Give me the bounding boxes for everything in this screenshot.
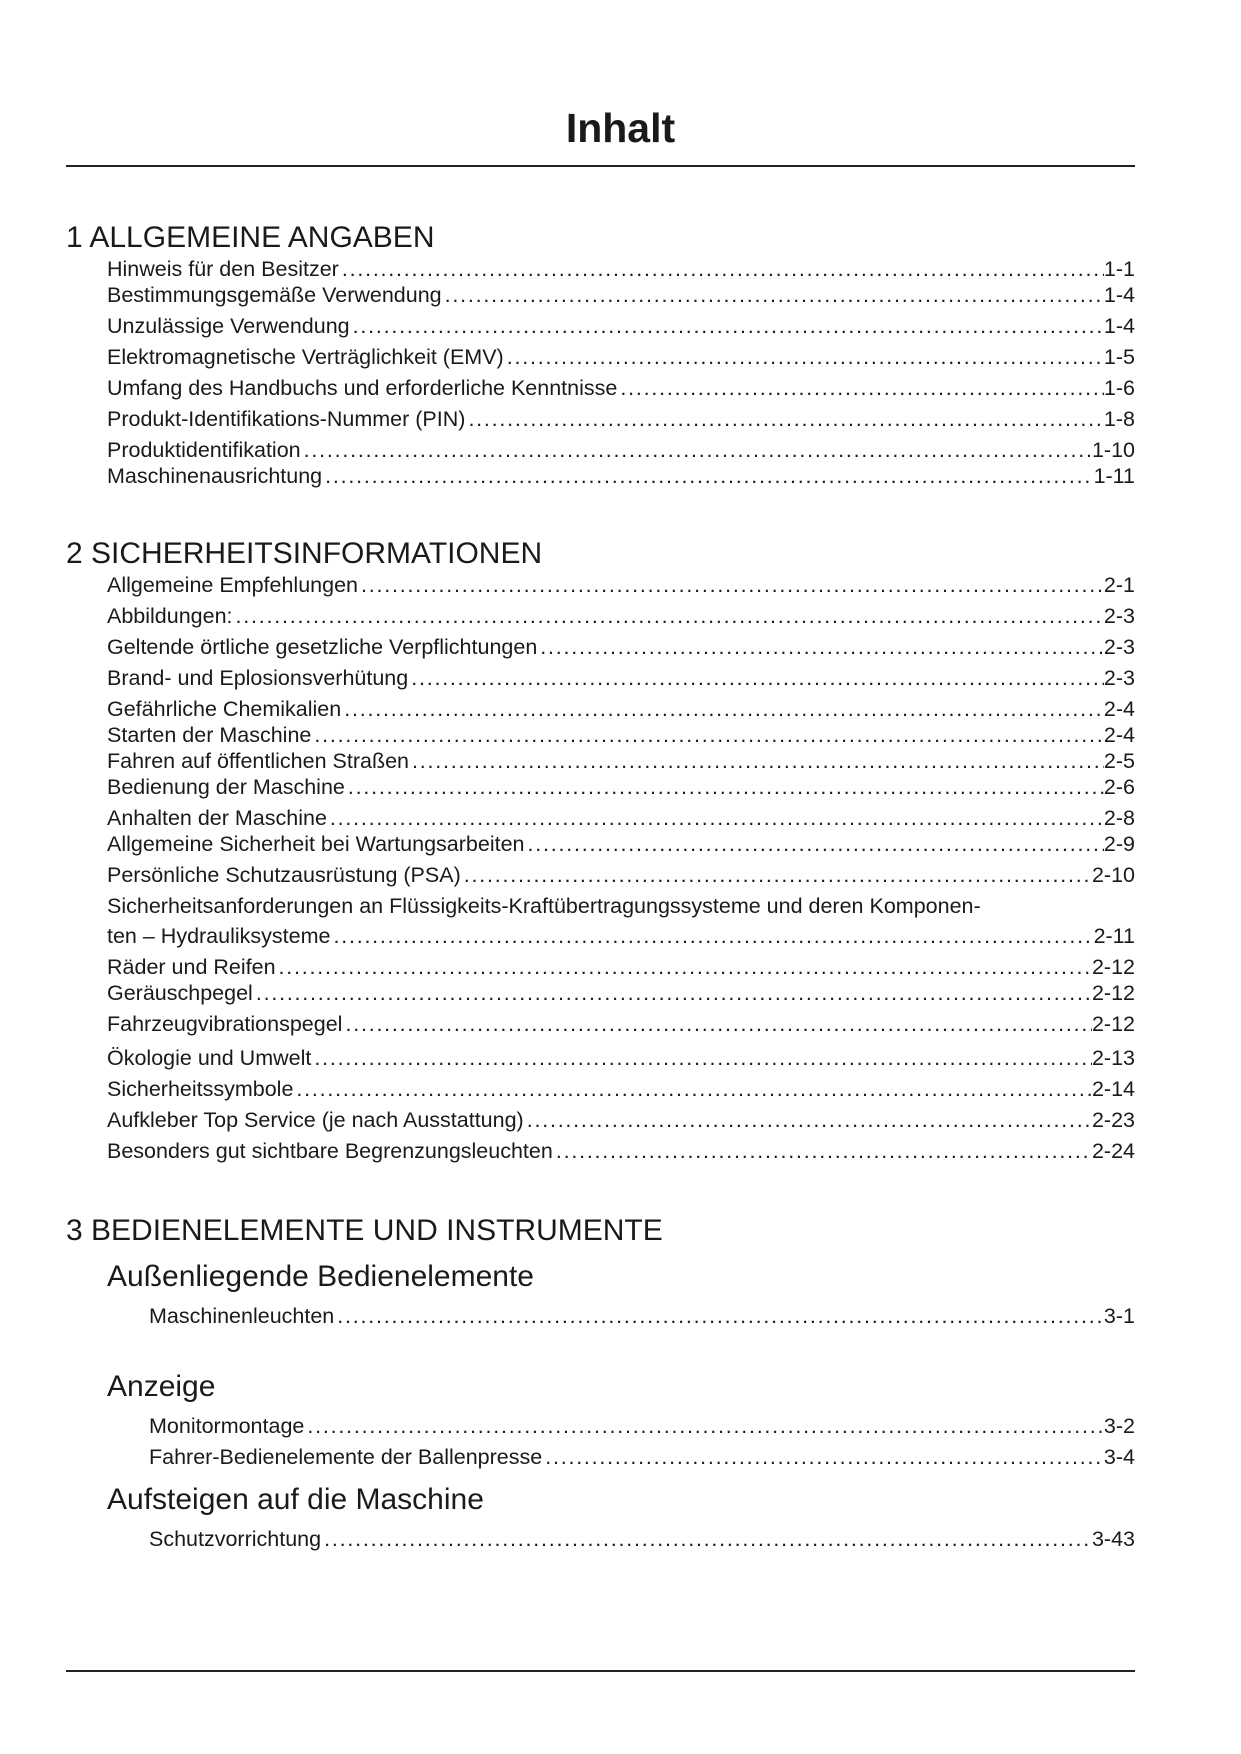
toc-entry-title: Fahrzeugvibrationspegel xyxy=(107,1012,343,1036)
toc-entry-title: Elektromagnetische Verträglichkeit (EMV) xyxy=(107,345,504,369)
section-heading: Außenliegende Bedienelemente xyxy=(107,1260,534,1293)
toc-entry-title-line1[interactable]: Sicherheitsanforderungen an Flüssigkeits-Kraftübertragungssysteme und deren Komponen- xyxy=(107,894,981,918)
toc-entry-title: Bestimmungsgemäße Verwendung xyxy=(107,283,442,307)
dot-leader xyxy=(233,603,1104,629)
toc-entry-page: 2-12 xyxy=(1091,981,1135,1005)
dot-leader xyxy=(330,923,1093,949)
toc-entry-title: Ökologie und Umwelt xyxy=(107,1046,312,1070)
dot-leader xyxy=(311,1045,1092,1071)
chapter-heading-2: 2 SICHERHEITSINFORMATIONEN xyxy=(66,537,543,570)
toc-entry-title: Umfang des Handbuchs und erforderliche Kenntnisse xyxy=(107,376,618,400)
dot-leader xyxy=(322,463,1093,489)
toc-entry[interactable] xyxy=(107,375,1135,401)
toc-entry[interactable] xyxy=(149,1303,1135,1329)
dot-leader xyxy=(542,1444,1104,1470)
toc-entry[interactable] xyxy=(107,1138,1135,1164)
chapter-heading-3: 3 BEDIENELEMENTE UND INSTRUMENTE xyxy=(66,1214,663,1247)
toc-entry[interactable] xyxy=(107,722,1135,748)
footer-divider xyxy=(66,1670,1135,1672)
toc-entry-title: Produktidentifikation xyxy=(107,438,301,462)
toc-entry-title: Aufkleber Top Service (je nach Ausstattung) xyxy=(107,1108,524,1132)
dot-leader xyxy=(465,406,1103,432)
toc-entry[interactable] xyxy=(107,665,1135,691)
toc-entry-title: Unzulässige Verwendung xyxy=(107,314,350,338)
chapter-heading-1: 1 ALLGEMEINE ANGABEN xyxy=(66,221,435,254)
toc-entry[interactable] xyxy=(149,1526,1135,1552)
toc-entry-title: Geräuschpegel xyxy=(107,981,253,1005)
toc-entry-page: 2-24 xyxy=(1091,1139,1135,1163)
toc-entry-title: Geltende örtliche gesetzliche Verpflichtungen xyxy=(107,635,538,659)
toc-entry-title: Schutzvorrichtung xyxy=(149,1527,322,1551)
toc-entry[interactable] xyxy=(107,748,1135,774)
toc-entry-page: 2-13 xyxy=(1091,1046,1135,1070)
toc-entry-title: Fahrer-Bedienelemente der Ballenpresse xyxy=(149,1445,543,1469)
section-heading: Aufsteigen auf die Maschine xyxy=(107,1483,484,1516)
toc-entry-page: 1-10 xyxy=(1091,438,1135,462)
toc-entry[interactable] xyxy=(107,406,1135,432)
toc-entry-page: 1-4 xyxy=(1103,283,1135,307)
toc-entry[interactable] xyxy=(107,282,1135,308)
dot-leader xyxy=(504,344,1104,370)
dot-leader xyxy=(276,954,1092,980)
toc-entry[interactable] xyxy=(149,1413,1135,1439)
toc-entry[interactable] xyxy=(107,634,1135,660)
toc-entry-page: 3-2 xyxy=(1103,1414,1135,1438)
toc-entry-title: Besonders gut sichtbare Begrenzungsleuchten xyxy=(107,1139,553,1163)
toc-entry-page: 2-10 xyxy=(1091,863,1135,887)
toc-entry[interactable] xyxy=(107,862,1135,888)
toc-entry-page: 2-5 xyxy=(1103,749,1135,773)
dot-leader xyxy=(461,862,1092,888)
dot-leader xyxy=(341,696,1104,722)
toc-entry-page: 1-5 xyxy=(1103,345,1135,369)
toc-entry[interactable] xyxy=(107,774,1135,800)
dot-leader xyxy=(327,805,1104,831)
dot-leader xyxy=(442,282,1104,308)
toc-entry[interactable] xyxy=(107,603,1135,629)
toc-entry-title: Abbildungen: xyxy=(107,604,233,628)
dot-leader xyxy=(334,1303,1104,1329)
toc-entry[interactable] xyxy=(107,344,1135,370)
toc-entry-title: Allgemeine Sicherheit bei Wartungsarbeiten xyxy=(107,832,525,856)
toc-entry-page: 2-1 xyxy=(1103,573,1135,597)
toc-entry[interactable] xyxy=(107,313,1135,339)
toc-entry[interactable] xyxy=(107,572,1135,598)
dot-leader xyxy=(345,774,1104,800)
toc-entry[interactable] xyxy=(107,1076,1135,1102)
toc-entry-page: 2-12 xyxy=(1091,955,1135,979)
toc-entry-page: 1-6 xyxy=(1103,376,1135,400)
toc-entry-page: 2-14 xyxy=(1091,1077,1135,1101)
toc-entry[interactable] xyxy=(107,954,1135,980)
dot-leader xyxy=(358,572,1104,598)
dot-leader xyxy=(525,831,1104,857)
toc-entry-title: ten – Hydrauliksysteme xyxy=(107,924,331,948)
toc-entry-page: 1-11 xyxy=(1093,464,1135,488)
toc-entry-page: 2-8 xyxy=(1103,806,1135,830)
dot-leader xyxy=(409,748,1104,774)
dot-leader xyxy=(617,375,1104,401)
toc-entry-page: 1-4 xyxy=(1103,314,1135,338)
dot-leader xyxy=(321,1526,1092,1552)
toc-entry-page: 2-3 xyxy=(1103,635,1135,659)
toc-entry[interactable] xyxy=(149,1444,1135,1470)
toc-entry-title: Maschinenleuchten xyxy=(149,1304,335,1328)
toc-entry[interactable] xyxy=(107,1045,1135,1071)
dot-leader xyxy=(253,980,1092,1006)
title-divider xyxy=(66,165,1135,167)
dot-leader xyxy=(301,437,1092,463)
toc-entry-title: Räder und Reifen xyxy=(107,955,276,979)
toc-entry-title: Gefährliche Chemikalien xyxy=(107,697,342,721)
toc-entry-page: 2-3 xyxy=(1103,604,1135,628)
toc-entry-title: Brand- und Eplosionsverhütung xyxy=(107,666,409,690)
toc-entry-title: Monitormontage xyxy=(149,1414,305,1438)
toc-entry[interactable] xyxy=(107,696,1135,722)
toc-entry[interactable] xyxy=(107,463,1135,489)
dot-leader xyxy=(339,256,1104,282)
toc-entry-title: Persönliche Schutzausrüstung (PSA) xyxy=(107,863,461,887)
toc-entry-title: Bedienung der Maschine xyxy=(107,775,345,799)
dot-leader xyxy=(350,313,1104,339)
toc-entry[interactable] xyxy=(107,980,1135,1006)
dot-leader xyxy=(553,1138,1092,1164)
toc-entry-title: Sicherheitssymbole xyxy=(107,1077,294,1101)
toc-entry-page: 2-9 xyxy=(1103,832,1135,856)
dot-leader xyxy=(537,634,1104,660)
toc-entry-title: Maschinenausrichtung xyxy=(107,464,323,488)
toc-entry-page: 2-4 xyxy=(1103,723,1135,747)
toc-entry-page: 2-23 xyxy=(1091,1108,1135,1132)
dot-leader xyxy=(524,1107,1092,1133)
toc-entry[interactable] xyxy=(107,1011,1135,1037)
toc-entry[interactable] xyxy=(107,437,1135,463)
page-title: Inhalt xyxy=(565,105,676,151)
toc-entry-page: 1-8 xyxy=(1103,407,1135,431)
toc-entry-title: Anhalten der Maschine xyxy=(107,806,327,830)
toc-entry-title: Allgemeine Empfehlungen xyxy=(107,573,358,597)
dot-leader xyxy=(311,722,1104,748)
toc-entry-title: Hinweis für den Besitzer xyxy=(107,257,339,281)
toc-entry[interactable] xyxy=(107,256,1135,282)
toc-entry-page: 2-4 xyxy=(1103,697,1135,721)
dot-leader xyxy=(342,1011,1092,1037)
toc-entry[interactable] xyxy=(107,1107,1135,1133)
toc-entry-page: 2-6 xyxy=(1103,775,1135,799)
toc-entry[interactable] xyxy=(107,831,1135,857)
toc-entry-page: 3-4 xyxy=(1103,1445,1135,1469)
toc-entry[interactable] xyxy=(107,923,1135,949)
toc-entry-title: Starten der Maschine xyxy=(107,723,312,747)
toc-entry-title: Produkt-Identifikations-Nummer (PIN) xyxy=(107,407,466,431)
toc-entry-page: 2-11 xyxy=(1093,924,1135,948)
dot-leader xyxy=(304,1413,1104,1439)
toc-entry-page: 2-3 xyxy=(1103,666,1135,690)
toc-entry-page: 3-43 xyxy=(1091,1527,1135,1551)
toc-entry-page: 3-1 xyxy=(1103,1304,1135,1328)
section-heading: Anzeige xyxy=(107,1370,216,1403)
toc-entry[interactable] xyxy=(107,805,1135,831)
toc-entry-title: Fahren auf öffentlichen Straßen xyxy=(107,749,409,773)
dot-leader xyxy=(408,665,1104,691)
toc-entry-page: 2-12 xyxy=(1091,1012,1135,1036)
toc-entry-page: 1-1 xyxy=(1103,257,1135,281)
dot-leader xyxy=(293,1076,1092,1102)
